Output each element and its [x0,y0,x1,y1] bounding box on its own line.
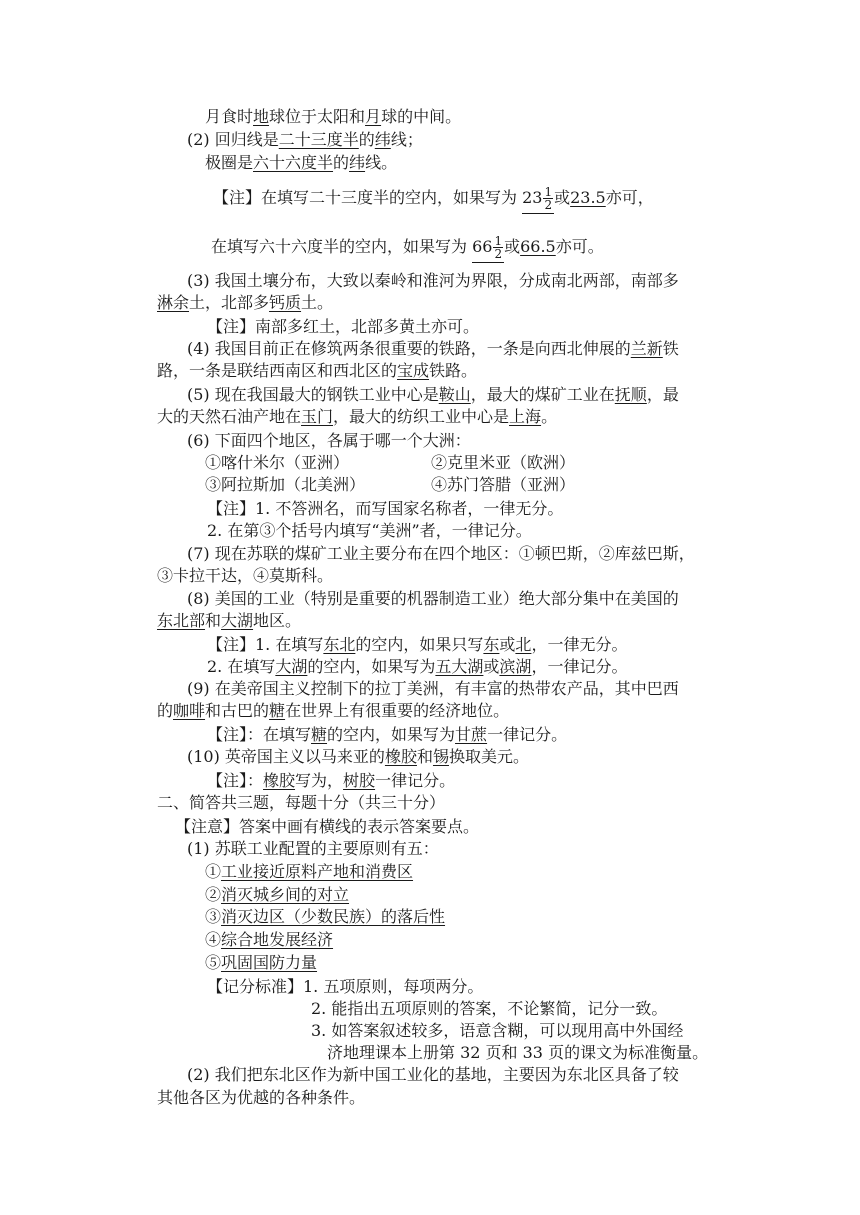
fraction-numerator: 1 [544,185,553,199]
text-segment: ③阿拉斯加（北美洲） [205,475,366,494]
text-segment: 二、简答共三题，每题十分（共三十分） [157,793,446,812]
text-line [205,929,333,951]
second-column-item: ④苏门答腊（亚洲） [431,475,576,494]
underlined-answer: 兰新 [630,339,663,358]
text-segment: 【注】南部多红土，北部多黄土亦可。 [207,317,480,336]
text-line [205,152,397,174]
text-line [157,610,301,632]
underlined-answer: 淋余 [157,293,190,312]
text-segment: (2) 我们把东北区作为新中国工业化的基地，主要因为东北区具备了较 [187,1065,679,1084]
text-line [157,565,333,587]
text-segment: 【注意】答案中画有横线的表示答案要点。 [175,817,480,836]
text-segment: 和 [205,611,222,630]
text-line [205,474,576,496]
underlined-answer: 咖啡 [173,701,206,720]
underlined-answer: 工业接近原料产地和消费区 [221,862,414,881]
text-line [157,792,445,814]
text-segment: ④ [205,930,222,949]
fraction-whole: 23 [522,188,543,207]
text-line [157,360,477,382]
text-segment: 月食时 [205,107,254,126]
text-segment: (8) 美国的工业（特别是重要的机器制造工业）绝大部分集中在美国的 [187,589,679,608]
text-segment: (2) 回归线是 [187,130,279,149]
underlined-answer: 鞍山 [438,385,471,404]
text-segment: 铁路。 [429,361,478,380]
text-segment: 的 [358,130,375,149]
underlined-answer: 综合地发展经济 [221,930,334,949]
text-line [157,700,509,722]
underlined-answer: 五大湖 [435,657,484,676]
text-line [207,520,532,542]
fraction [493,235,503,260]
text-line [311,1020,683,1042]
underlined-answer: 66.5 [520,237,556,256]
underlined-answer: 消灭边区（少数民族）的落后性 [221,907,446,926]
text-segment: ，一律记分。 [531,657,628,676]
text-segment: ①喀什米尔（亚洲） [205,453,350,472]
underlined-answer: 甘蔗 [455,725,488,744]
text-segment: 和 [416,747,433,766]
underlined-answer: 大湖 [221,611,254,630]
underlined-answer: 北 [515,635,532,654]
underlined-answer: 地 [253,107,270,126]
text-line [207,976,483,998]
text-segment: 2. 在第③个括号内填写“美洲”者，一律记分。 [207,521,532,540]
text-segment: 球的中间。 [381,107,462,126]
text-segment: 路，一条是联结西南区和西北区的 [157,361,398,380]
text-segment: 2. 能指出五项原则的答案，不论繁简，记分一致。 [311,999,668,1018]
text-line [205,452,576,474]
underlined-answer: 纬 [349,153,366,172]
underlined-answer: 玉门 [301,407,334,426]
text-segment: 线。 [365,153,398,172]
text-segment: ⑤ [205,953,222,972]
underlined-answer: 锡 [432,747,449,766]
underlined-answer: 钙质 [269,293,302,312]
fraction-whole: 66 [472,237,493,256]
text-line [205,106,461,128]
text-segment: (5) 现在我国最大的钢铁工业中心是 [187,385,439,404]
text-segment: 或 [554,188,571,207]
text-segment: 或 [483,657,500,676]
text-segment: 在世界上有很重要的经济地位。 [285,701,510,720]
text-segment: 2. 在填写 [207,657,276,676]
text-segment: 济地理课本上册第 32 页和 33 页的课文为标准衡量。 [327,1043,709,1062]
underlined-answer: 东北 [323,635,356,654]
text-segment: 【注】在填写二十三度半的空内，如果写为 [213,188,523,207]
text-segment: ，一律无分。 [531,635,628,654]
text-line [187,588,679,610]
underlined-answer: 东 [483,635,500,654]
text-segment: 亦可， [605,188,654,207]
text-line [157,292,333,314]
text-line [157,1087,365,1109]
text-segment: 铁 [662,339,679,358]
text-line [311,998,667,1020]
text-segment: 或 [504,237,521,256]
text-line [187,270,679,292]
text-segment: 【注】： [207,771,264,790]
text-segment: 一律记分。 [375,771,456,790]
text-segment: 的空内，如果写为 [307,657,436,676]
second-column-item: ②克里米亚（欧洲） [431,453,576,472]
text-segment: (3) 我国土壤分布，大致以秦岭和淮河为界限，分成南北两部，南部多 [187,271,679,290]
text-segment: 土，北部多 [189,293,270,312]
underlined-answer: 大湖 [275,657,308,676]
text-segment: 【注】：在填写 [207,725,312,744]
text-line [187,129,423,151]
text-line [187,1064,679,1086]
text-segment: 【注】1. 不答洲名，而写国家名称者，一律无分。 [207,499,564,518]
underlined-answer: 上海 [509,407,542,426]
underlined-answer: 糖 [269,701,286,720]
text-line [187,746,529,768]
text-segment: 的空内，如果只写 [355,635,484,654]
text-line [205,952,317,974]
text-segment: 一律记分。 [487,725,568,744]
text-line [207,634,627,656]
underlined-answer: 二十三度半 [278,130,359,149]
text-segment: 球位于太阳和 [269,107,366,126]
underlined-answer: 宝成 [397,361,430,380]
text-segment: 。 [541,407,558,426]
underlined-answer: 滨湖 [499,657,532,676]
text-segment: 其他各区为优越的各种条件。 [157,1088,366,1107]
underlined-answer: 巩固国防力量 [221,953,318,972]
text-segment: ② [205,885,222,904]
text-line [211,233,604,263]
underlined-answer: 东北部 [157,611,206,630]
underlined-answer: 23.5 [570,188,606,207]
fraction-denominator: 2 [494,247,503,261]
underlined-answer: 抚顺 [614,385,647,404]
underlined-answer: 消灭城乡间的对立 [221,885,350,904]
text-line [207,498,563,520]
mixed-fraction [522,184,554,214]
text-line [205,906,445,928]
text-segment: 【记分标准】1. 五项原则，每项两分。 [207,977,484,996]
underlined-answer: 树胶 [343,771,376,790]
mixed-fraction [472,233,504,263]
text-segment: 3. 如答案叙述较多，语意含糊，可以现用高中外国经 [311,1021,684,1040]
text-segment: ，最 [646,385,679,404]
fraction-numerator: 1 [494,234,503,248]
text-segment: ，最大的纺织工业中心是 [333,407,510,426]
text-line [205,884,349,906]
text-line [205,861,413,883]
text-segment: 或 [499,635,516,654]
text-segment: (4) 我国目前正在修筑两条很重要的铁路，一条是向西北伸展的 [187,339,631,358]
text-line [207,316,479,338]
fraction [543,186,553,211]
text-line [207,656,627,678]
fraction-denominator: 2 [544,198,553,212]
text-line [187,430,471,452]
text-line [213,184,654,214]
text-segment: 的空内，如果写为 [327,725,456,744]
text-segment: 和古巴的 [205,701,270,720]
underlined-answer: 月 [365,107,382,126]
text-segment: (9) 在美帝国主义控制下的拉丁美洲，有丰富的热带农产品，其中巴西 [187,679,679,698]
text-line [207,724,567,746]
text-line [187,543,695,565]
text-line [175,816,479,838]
text-segment: 大的天然石油产地在 [157,407,302,426]
text-segment: 写为， [295,771,344,790]
text-line [187,838,439,860]
underlined-answer: 橡胶 [263,771,296,790]
text-segment: 线； [390,130,423,149]
text-segment: 在填写六十六度半的空内，如果写为 [211,237,473,256]
text-segment: 的 [333,153,350,172]
text-segment: ① [205,862,222,881]
text-line [327,1042,708,1064]
underlined-answer: 六十六度半 [253,153,334,172]
text-segment: 的 [157,701,174,720]
underlined-answer: 橡胶 [384,747,417,766]
text-segment: 亦可。 [555,237,604,256]
underlined-answer: 糖 [311,725,328,744]
text-segment: ，最大的煤矿工业在 [470,385,615,404]
text-segment: (7) 现在苏联的煤矿工业主要分布在四个地区：①顿巴斯，②库兹巴斯， [187,544,695,563]
text-segment: ③ [205,907,222,926]
text-segment: (10) 英帝国主义以马来亚的 [187,747,385,766]
text-segment: 土。 [301,293,334,312]
text-segment: 地区。 [253,611,302,630]
text-segment: 极圈是 [205,153,254,172]
text-segment: 换取美元。 [448,747,529,766]
text-line [187,384,679,406]
text-line [157,406,557,428]
text-line [207,770,455,792]
text-line [187,338,679,360]
text-segment: (1) 苏联工业配置的主要原则有五： [187,839,439,858]
text-segment: (6) 下面四个地区，各属于哪一个大洲： [187,431,471,450]
text-segment: ③卡拉干达，④莫斯科。 [157,566,334,585]
text-segment: 【注】1. 在填写 [207,635,324,654]
text-line [187,678,679,700]
underlined-answer: 纬 [374,130,391,149]
